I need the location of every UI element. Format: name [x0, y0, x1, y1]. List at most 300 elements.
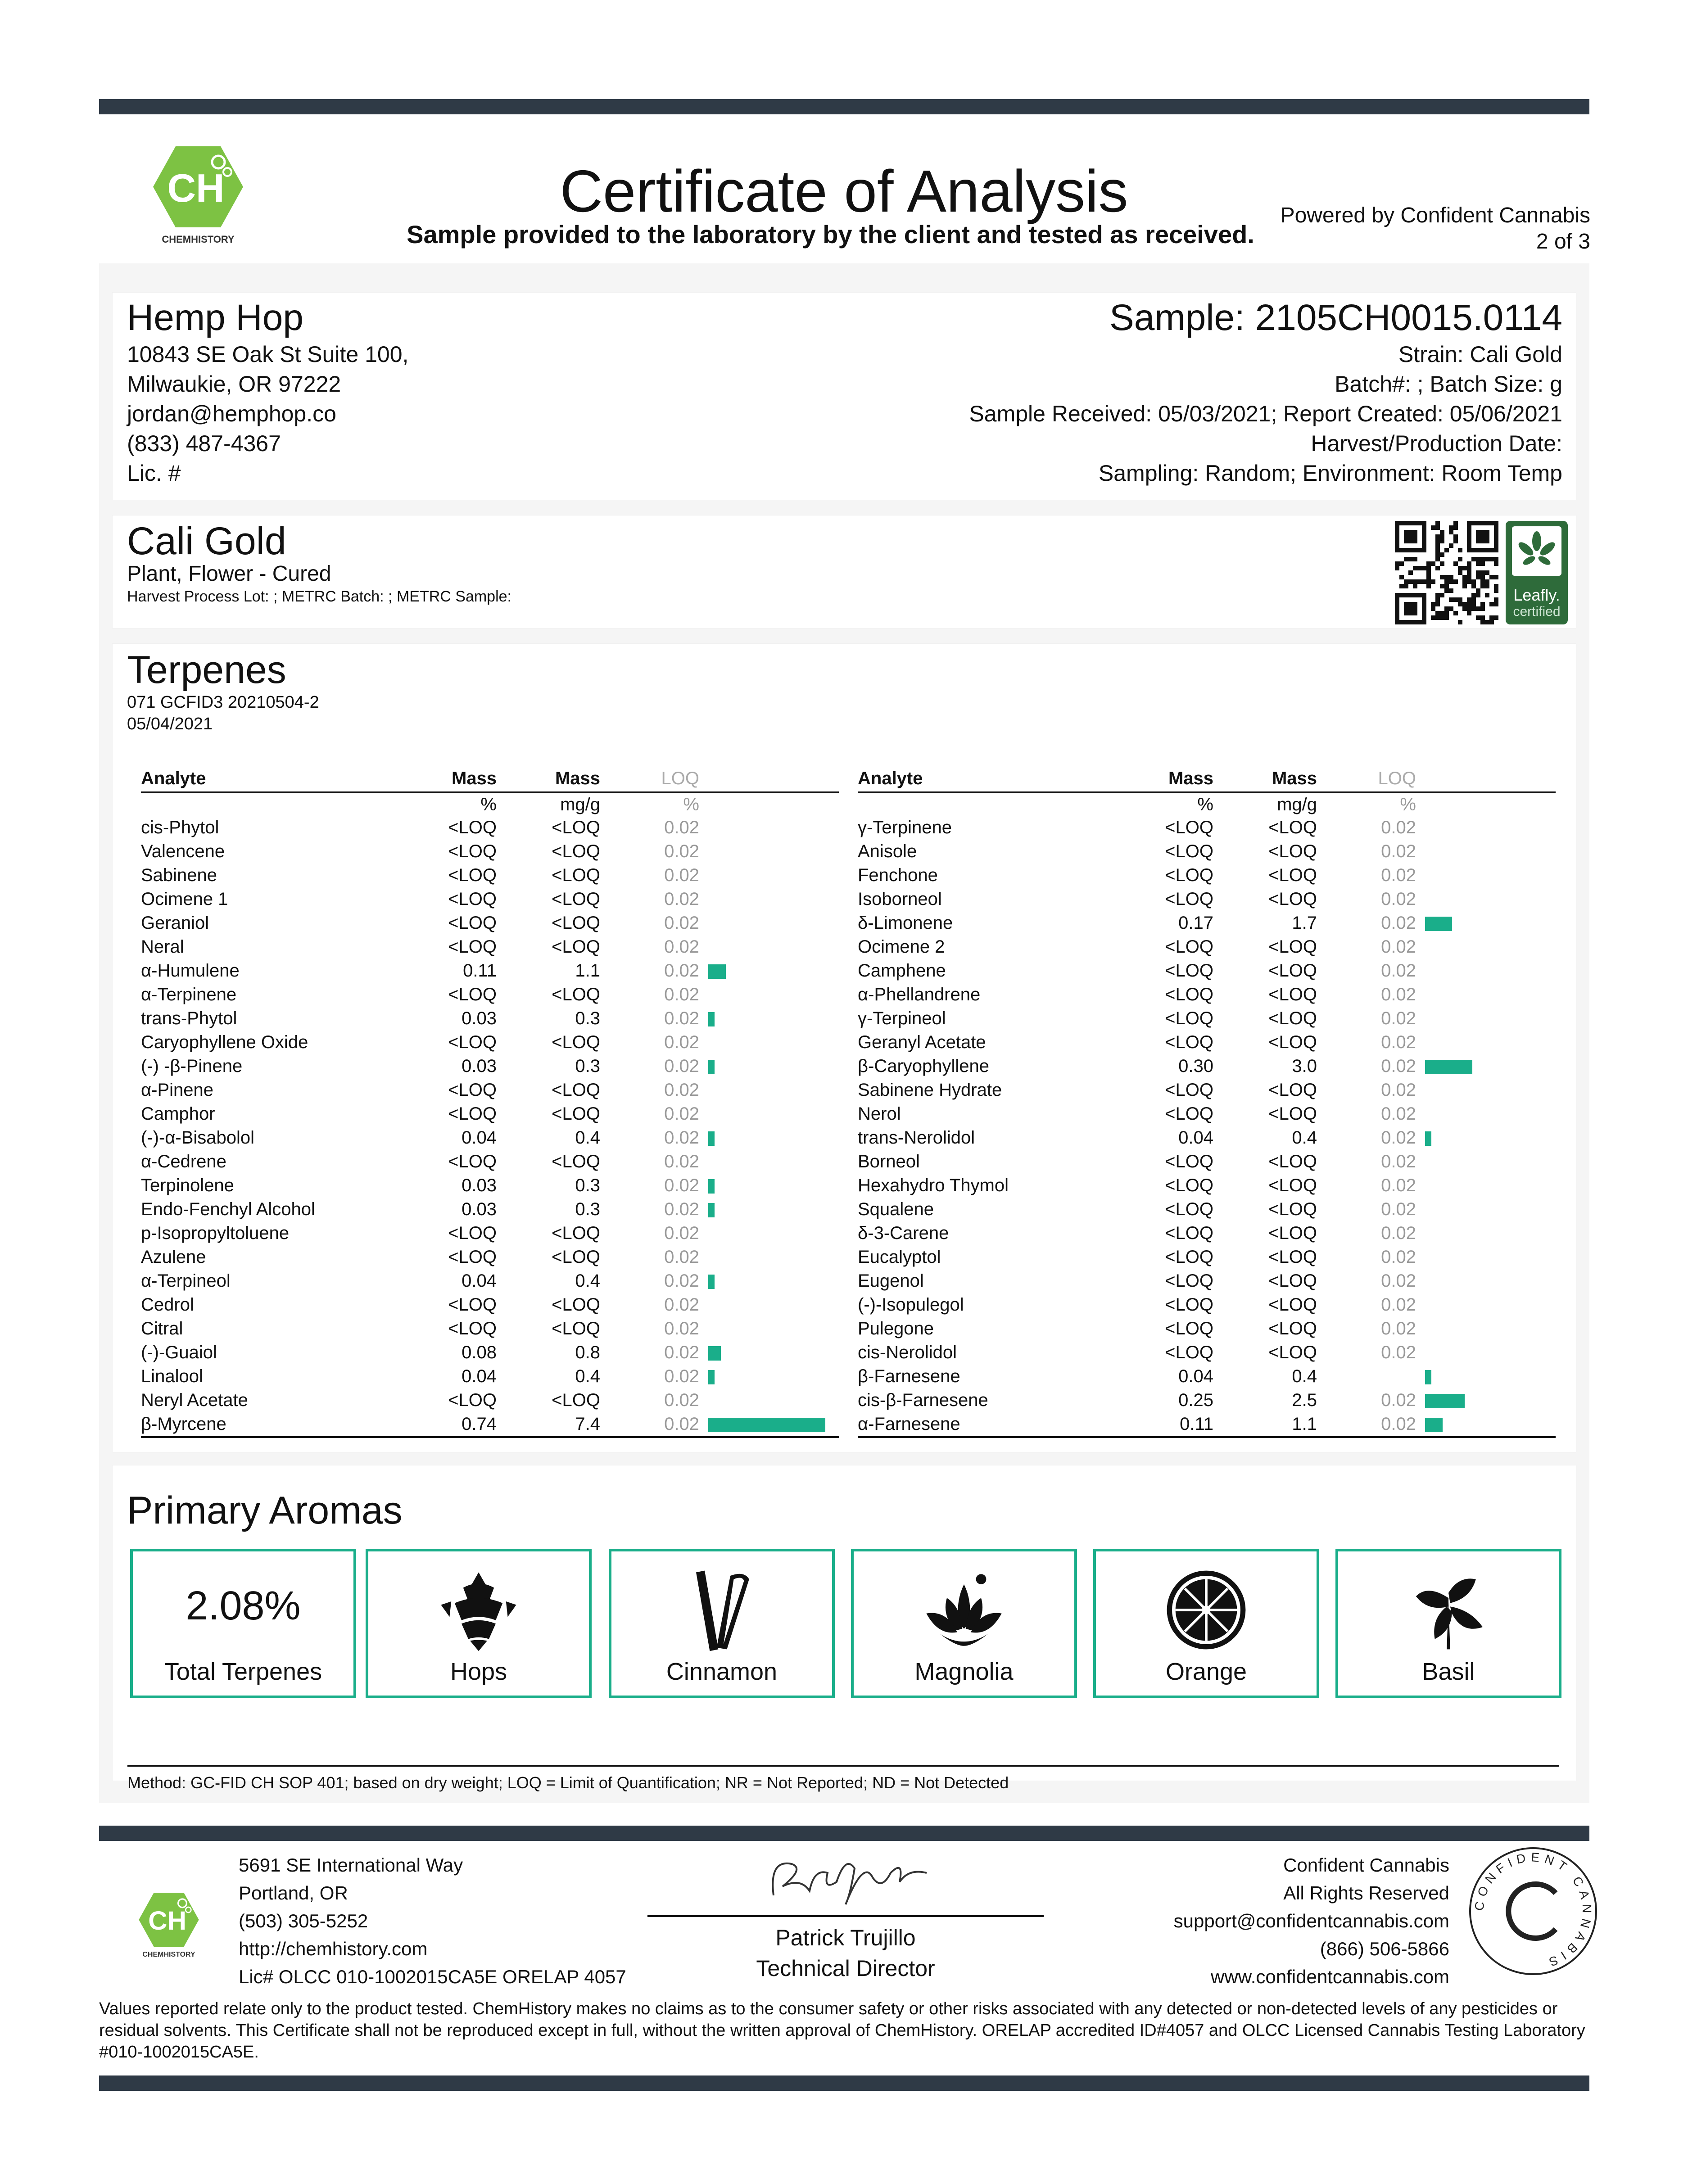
loq-cell: 0.02: [1381, 841, 1416, 861]
mass-pct-cell: <LOQ: [1165, 865, 1213, 885]
bar-cell: [1416, 911, 1556, 935]
aroma-label-basil: Basil: [1422, 1658, 1475, 1685]
table-row: [858, 840, 1556, 864]
lab-phone: (503) 305-5252: [239, 1910, 368, 1931]
analyte-cell: δ-3-Carene: [858, 1223, 949, 1243]
unit-pct: %: [1197, 795, 1213, 814]
page-number: 2 of 3: [1536, 230, 1590, 253]
mass-pct-cell: 0.04: [1178, 1366, 1213, 1386]
bar-cell: [699, 1102, 839, 1126]
mass-mg-cell: <LOQ: [552, 1104, 600, 1124]
loq-cell: 0.02: [1381, 1080, 1416, 1100]
mass-mg-cell: <LOQ: [552, 818, 600, 837]
cc-website[interactable]: www.confidentcannabis.com: [1211, 1966, 1449, 1987]
mass-pct-cell: <LOQ: [448, 818, 497, 837]
loq-cell: 0.02: [664, 1152, 699, 1171]
table-row: [858, 1198, 1556, 1221]
mass-pct-cell: <LOQ: [448, 889, 497, 909]
bar-cell: [1416, 1388, 1556, 1412]
col-analyte: Analyte: [858, 765, 1146, 792]
analyte-cell: γ-Terpineol: [858, 1008, 946, 1028]
client-address1: 10843 SE Oak St Suite 100,: [127, 342, 409, 367]
loq-cell: 0.02: [664, 1080, 699, 1100]
bar-cell: [699, 1054, 839, 1078]
loq-cell: 0.02: [664, 1056, 699, 1076]
bar-cell: [1416, 1007, 1556, 1031]
loq-cell: 0.02: [664, 1319, 699, 1338]
analyte-cell: α-Farnesene: [858, 1412, 1146, 1437]
loq-cell: 0.02: [664, 1104, 699, 1124]
mass-pct-cell: <LOQ: [1165, 1319, 1213, 1338]
table-row: [858, 959, 1556, 983]
analyte-cell: Squalene: [858, 1199, 934, 1219]
terpenes-table-left: [141, 765, 839, 1438]
bar-cell: [1416, 1174, 1556, 1198]
loq-cell: 0.02: [1381, 1319, 1416, 1338]
mass-mg-cell: <LOQ: [1268, 1152, 1317, 1171]
bar-cell: [699, 1245, 839, 1269]
bar-cell: [699, 1317, 839, 1341]
loq-cell: 0.02: [664, 1008, 699, 1028]
mass-pct-cell: 0.74: [429, 1412, 497, 1437]
footer-logo-caption: CHEMHISTORY: [142, 1951, 195, 1958]
mass-mg-cell: <LOQ: [552, 1295, 600, 1315]
mass-mg-cell: <LOQ: [552, 985, 600, 1004]
analyte-cell: Hexahydro Thymol: [858, 1176, 1009, 1195]
analyte-cell: Geraniol: [141, 913, 209, 933]
footer-chemhistory-logo: [137, 1891, 200, 1967]
analyte-cell: Nerol: [858, 1104, 901, 1124]
aroma-label-hops: Hops: [450, 1658, 507, 1685]
mass-mg-cell: <LOQ: [1268, 985, 1317, 1004]
table-row: [141, 1245, 839, 1269]
bar-cell: [699, 1341, 839, 1365]
analyte-cell: Sabinene: [141, 865, 217, 885]
mass-mg-cell: 3.0: [1292, 1056, 1317, 1076]
bar-cell: [1416, 983, 1556, 1007]
table-row: [858, 1102, 1556, 1126]
page-title: Certificate of Analysis: [560, 158, 1128, 224]
mass-mg-cell: <LOQ: [1268, 1343, 1317, 1362]
loq-cell: 0.02: [1381, 889, 1416, 909]
terpene-bar: [708, 1275, 715, 1289]
mass-mg-cell: <LOQ: [552, 841, 600, 861]
bar-cell: [1416, 1317, 1556, 1341]
mass-pct-cell: <LOQ: [448, 1080, 497, 1100]
analyte-cell: Pulegone: [858, 1319, 934, 1338]
bar-cell: [699, 983, 839, 1007]
mass-pct-cell: 0.11: [1146, 1412, 1213, 1437]
orange-icon: [1163, 1567, 1249, 1653]
cinnamon-icon: [679, 1567, 765, 1653]
lab-address2: Portland, OR: [239, 1882, 348, 1904]
mass-pct-cell: <LOQ: [448, 1152, 497, 1171]
lab-address1: 5691 SE International Way: [239, 1854, 463, 1876]
col-mass-mg: Mass: [1213, 765, 1317, 792]
analyte-cell: (-) -β-Pinene: [141, 1056, 243, 1076]
basil-icon: [1406, 1567, 1491, 1653]
loq-cell: 0.02: [664, 913, 699, 933]
analyte-cell: Cedrol: [141, 1295, 194, 1315]
top-bar: [99, 99, 1589, 114]
loq-cell: 0.02: [664, 1271, 699, 1291]
analyte-cell: cis-Nerolidol: [858, 1343, 957, 1362]
mass-pct-cell: <LOQ: [1165, 1343, 1213, 1362]
loq-cell: 0.02: [1381, 1390, 1416, 1410]
mass-pct-cell: <LOQ: [448, 1223, 497, 1243]
table-row: [858, 911, 1556, 935]
mass-pct-cell: 0.03: [462, 1008, 497, 1028]
terpene-bar: [708, 1179, 715, 1194]
table-row: [141, 1269, 839, 1293]
analyte-cell: β-Farnesene: [858, 1366, 960, 1386]
mass-pct-cell: 0.30: [1178, 1056, 1213, 1076]
mass-mg-cell: <LOQ: [1268, 1104, 1317, 1124]
qr-code-icon[interactable]: [1395, 521, 1498, 624]
magnolia-icon: [921, 1567, 1007, 1653]
col-loq: LOQ: [1317, 765, 1416, 792]
bar-cell: [699, 1293, 839, 1317]
mass-pct-cell: <LOQ: [1165, 1199, 1213, 1219]
mass-mg-cell: 0.3: [575, 1199, 600, 1219]
client-email: jordan@hemphop.co: [127, 401, 336, 426]
logo-caption: CHEMHISTORY: [162, 234, 235, 245]
table-row: [858, 864, 1556, 887]
bar-cell: [1416, 1221, 1556, 1245]
bar-cell: [699, 1198, 839, 1221]
sample-harvest: Harvest/Production Date:: [1311, 431, 1562, 456]
table-row: [858, 1412, 1556, 1437]
loq-cell: 0.02: [1381, 1271, 1416, 1291]
mass-pct-cell: <LOQ: [448, 985, 497, 1004]
client-panel: [113, 293, 1576, 500]
mass-mg-cell: 0.4: [575, 1128, 600, 1148]
table-row: [141, 1221, 839, 1245]
table-row: [858, 1269, 1556, 1293]
table-row: [858, 1031, 1556, 1054]
mass-mg-cell: <LOQ: [552, 865, 600, 885]
table-row: [141, 911, 839, 935]
svg-text:CH: CH: [167, 166, 225, 210]
strain-meta: Harvest Process Lot: ; METRC Batch: ; METRC Sample:: [127, 588, 512, 605]
table-row: [858, 1174, 1556, 1198]
loq-cell: 0.02: [664, 937, 699, 957]
mass-mg-cell: <LOQ: [1268, 1271, 1317, 1291]
analyte-cell: (-)-α-Bisabolol: [141, 1128, 255, 1148]
loq-cell: 0.02: [664, 1128, 699, 1148]
total-terpenes-card: [130, 1549, 356, 1698]
mass-pct-cell: 0.03: [462, 1176, 497, 1195]
bar-cell: [1416, 816, 1556, 840]
unit-loq: %: [683, 795, 699, 814]
bar-cell: [1416, 840, 1556, 864]
aroma-label-orange: Orange: [1165, 1658, 1247, 1685]
loq-cell: 0.02: [664, 841, 699, 861]
mass-mg-cell: <LOQ: [552, 1223, 600, 1243]
bar-cell: [1416, 1031, 1556, 1054]
bar-cell: [699, 1078, 839, 1102]
analyte-cell: Neryl Acetate: [141, 1390, 248, 1410]
mass-pct-cell: <LOQ: [1165, 818, 1213, 837]
client-license: Lic. #: [127, 461, 181, 486]
terpene-bar: [708, 1203, 715, 1217]
loq-cell: 0.02: [664, 1247, 699, 1267]
unit-mg: mg/g: [1277, 795, 1317, 814]
table-row: [141, 1102, 839, 1126]
sample-info: [969, 296, 1562, 488]
powered-by: [1281, 203, 1590, 255]
table-row: [858, 1078, 1556, 1102]
bar-cell: [699, 1412, 839, 1437]
table-row: [141, 1341, 839, 1365]
mass-mg-cell: <LOQ: [1268, 1319, 1317, 1338]
mass-mg-cell: 1.7: [1292, 913, 1317, 933]
analyte-cell: α-Terpinene: [141, 985, 237, 1004]
footer-bar-bottom: [99, 2075, 1589, 2091]
mass-mg-cell: <LOQ: [552, 1080, 600, 1100]
analyte-cell: Endo-Fenchyl Alcohol: [141, 1199, 315, 1219]
table-row: [858, 1245, 1556, 1269]
bar-cell: [1416, 1150, 1556, 1174]
leafly-badge[interactable]: [1506, 521, 1568, 624]
loq-cell: 0.02: [1381, 1343, 1416, 1362]
analyte-cell: Eugenol: [858, 1271, 924, 1291]
mass-pct-cell: <LOQ: [1165, 1152, 1213, 1171]
mass-pct-cell: <LOQ: [1165, 841, 1213, 861]
mass-mg-cell: <LOQ: [1268, 961, 1317, 981]
table-row: [858, 816, 1556, 840]
mass-pct-cell: <LOQ: [1165, 961, 1213, 981]
mass-pct-cell: <LOQ: [448, 1032, 497, 1052]
mass-mg-cell: <LOQ: [1268, 1295, 1317, 1315]
analyte-cell: Caryophyllene Oxide: [141, 1032, 308, 1052]
table-row: [858, 1126, 1556, 1150]
mass-pct-cell: 0.17: [1178, 913, 1213, 933]
aroma-card-cinnamon: [609, 1549, 835, 1698]
mass-pct-cell: <LOQ: [1165, 1008, 1213, 1028]
table-row: [141, 1365, 839, 1388]
mass-pct-cell: 0.04: [462, 1128, 497, 1148]
mass-mg-cell: 0.4: [1292, 1128, 1317, 1148]
table-row: [141, 1031, 839, 1054]
mass-pct-cell: 0.04: [462, 1271, 497, 1291]
loq-cell: 0.02: [664, 1176, 699, 1195]
loq-cell: 0.02: [1381, 1008, 1416, 1028]
mass-mg-cell: 0.4: [575, 1366, 600, 1386]
analyte-cell: Citral: [141, 1319, 183, 1338]
signature-block: [647, 1841, 1044, 2012]
mass-mg-cell: <LOQ: [1268, 1176, 1317, 1195]
client-info: [127, 296, 408, 488]
mass-pct-cell: <LOQ: [1165, 1247, 1213, 1267]
signature-line: [647, 1915, 1044, 1917]
terpene-bar: [1425, 917, 1452, 931]
loq-cell: 0.02: [1381, 1152, 1416, 1171]
mass-mg-cell: <LOQ: [552, 1247, 600, 1267]
aroma-card-orange: [1093, 1549, 1319, 1698]
analyte-cell: Azulene: [141, 1247, 206, 1267]
mass-pct-cell: <LOQ: [1165, 1271, 1213, 1291]
table-row: [858, 1341, 1556, 1365]
mass-mg-cell: 1.1: [1213, 1412, 1317, 1437]
client-address2: Milwaukie, OR 97222: [127, 371, 341, 397]
mass-mg-cell: 0.3: [575, 1176, 600, 1195]
analyte-cell: Camphor: [141, 1104, 215, 1124]
table-row: [141, 1054, 839, 1078]
sample-strain: Strain: Cali Gold: [1398, 342, 1562, 367]
mass-mg-cell: <LOQ: [1268, 865, 1317, 885]
bar-cell: [1416, 1293, 1556, 1317]
table-row: [141, 1126, 839, 1150]
terpenes-date: 05/04/2021: [127, 714, 213, 733]
mass-pct-cell: <LOQ: [1165, 1176, 1213, 1195]
mass-mg-cell: <LOQ: [1268, 1199, 1317, 1219]
strain-info: [127, 521, 511, 606]
mass-mg-cell: <LOQ: [552, 937, 600, 957]
mass-pct-cell: <LOQ: [1165, 1104, 1213, 1124]
terpene-bar: [1425, 1418, 1443, 1432]
col-loq: LOQ: [600, 765, 699, 792]
bar-cell: [699, 1174, 839, 1198]
analyte-cell: trans-Phytol: [141, 1008, 237, 1028]
mass-mg-cell: 1.1: [575, 961, 600, 981]
table-row: [141, 1174, 839, 1198]
mass-mg-cell: 2.5: [1292, 1390, 1317, 1410]
bar-cell: [1416, 1412, 1556, 1437]
mass-pct-cell: 0.03: [462, 1199, 497, 1219]
bar-cell: [699, 1007, 839, 1031]
terpene-bar: [708, 1131, 715, 1146]
loq-cell: 0.02: [1381, 985, 1416, 1004]
bar-cell: [1416, 1269, 1556, 1293]
bar-cell: [699, 864, 839, 887]
loq-cell: 0.02: [664, 1199, 699, 1219]
terpene-bar: [1425, 1370, 1431, 1384]
leafly-certified: certified: [1513, 604, 1561, 619]
analyte-cell: Eucalyptol: [858, 1247, 941, 1267]
table-row: [141, 959, 839, 983]
table-row: [141, 1317, 839, 1341]
aroma-card-magnolia: [851, 1549, 1077, 1698]
loq-cell: [1317, 1365, 1416, 1388]
loq-cell: 0.02: [1381, 1247, 1416, 1267]
loq-cell: 0.02: [664, 818, 699, 837]
analyte-cell: Linalool: [141, 1366, 203, 1386]
table-row: [141, 816, 839, 840]
mass-pct-cell: <LOQ: [1165, 937, 1213, 957]
unit-mg: mg/g: [560, 795, 600, 814]
mass-mg-cell: <LOQ: [1268, 1008, 1317, 1028]
terpenes-title: Terpenes: [127, 648, 286, 692]
terpene-bar: [708, 1418, 825, 1432]
loq-cell: 0.02: [1381, 913, 1416, 933]
bar-cell: [699, 1126, 839, 1150]
mass-pct-cell: 0.25: [1178, 1390, 1213, 1410]
analyte-cell: β-Caryophyllene: [858, 1056, 990, 1076]
bar-cell: [699, 1269, 839, 1293]
table-row: [858, 1365, 1556, 1388]
terpene-bar: [708, 1012, 715, 1026]
table-row: [858, 1293, 1556, 1317]
signer-name: Patrick Trujillo: [775, 1925, 916, 1950]
mass-mg-cell: <LOQ: [1268, 1032, 1317, 1052]
total-terpenes-label: Total Terpenes: [164, 1658, 322, 1685]
analyte-cell: p-Isopropyltoluene: [141, 1223, 290, 1243]
mass-pct-cell: <LOQ: [448, 913, 497, 933]
bar-cell: [1416, 1198, 1556, 1221]
mass-mg-cell: <LOQ: [1268, 1247, 1317, 1267]
mass-pct-cell: <LOQ: [448, 1104, 497, 1124]
table-row: [141, 935, 839, 959]
loq-cell: 0.02: [1381, 1056, 1416, 1076]
bar-cell: [1416, 1054, 1556, 1078]
loq-cell: 0.02: [1381, 1199, 1416, 1219]
terpene-bar: [708, 964, 726, 979]
bar-cell: [1416, 1365, 1556, 1388]
analyte-cell: α-Humulene: [141, 961, 240, 981]
analyte-cell: δ-Limonene: [858, 913, 953, 933]
aroma-card-hops: [366, 1549, 592, 1698]
mass-pct-cell: 0.04: [1178, 1128, 1213, 1148]
loq-cell: 0.02: [664, 1223, 699, 1243]
col-bar: [1416, 765, 1556, 792]
bar-cell: [1416, 864, 1556, 887]
bar-cell: [1416, 887, 1556, 911]
bar-cell: [1416, 935, 1556, 959]
mass-mg-cell: 0.3: [575, 1008, 600, 1028]
analyte-cell: γ-Terpinene: [858, 818, 952, 837]
mass-mg-cell: <LOQ: [552, 1390, 600, 1410]
table-row: [858, 1007, 1556, 1031]
loq-cell: 0.02: [1381, 937, 1416, 957]
mass-pct-cell: <LOQ: [448, 1390, 497, 1410]
table-row: [858, 887, 1556, 911]
bar-cell: [1416, 1341, 1556, 1365]
loq-cell: 0.02: [664, 1295, 699, 1315]
mass-pct-cell: 0.03: [462, 1056, 497, 1076]
col-bar: [699, 765, 839, 792]
unit-pct: %: [480, 795, 497, 814]
mass-pct-cell: 0.08: [462, 1343, 497, 1362]
loq-cell: 0.02: [1381, 1128, 1416, 1148]
mass-mg-cell: <LOQ: [1268, 1223, 1317, 1243]
loq-cell: 0.02: [600, 1412, 699, 1437]
terpene-bar: [708, 1346, 721, 1361]
table-row: [141, 1412, 839, 1437]
disclaimer: Values reported relate only to the product tested. ChemHistory makes no claims as to the consumer safety or other risks associated with any detected or non-detected levels of any pesticides or residual solvents. This Certificate shall not be reproduced except in full, without the written approval of ChemHistory. ORELAP accredited ID#4057 and OLCC Licensed Cannabis Testing Laboratory #010-1002015CA5E.: [99, 1999, 1585, 2062]
method-note: Method: GC-FID CH SOP 401; based on dry weight; LOQ = Limit of Quantification; NR = Not Reported; ND = Not Detected: [127, 1773, 1009, 1792]
table-row: [858, 1150, 1556, 1174]
bar-cell: [699, 1150, 839, 1174]
hops-icon: [436, 1567, 521, 1653]
svg-text:CH: CH: [148, 1906, 187, 1935]
table-row: [141, 1293, 839, 1317]
lab-website[interactable]: http://chemhistory.com: [239, 1938, 428, 1959]
loq-cell: 0.02: [664, 1390, 699, 1410]
table-row: [141, 1007, 839, 1031]
table-row: [141, 864, 839, 887]
analyte-cell: Ocimene 1: [141, 889, 228, 909]
loq-cell: 0.02: [664, 985, 699, 1004]
client-name: Hemp Hop: [127, 297, 303, 338]
analyte-cell: Isoborneol: [858, 889, 942, 909]
mass-pct-cell: <LOQ: [1165, 1223, 1213, 1243]
bar-cell: [699, 1365, 839, 1388]
cc-email[interactable]: support@confidentcannabis.com: [1173, 1910, 1449, 1931]
bar-cell: [699, 911, 839, 935]
table-row: [141, 840, 839, 864]
mass-pct-cell: 0.04: [462, 1366, 497, 1386]
